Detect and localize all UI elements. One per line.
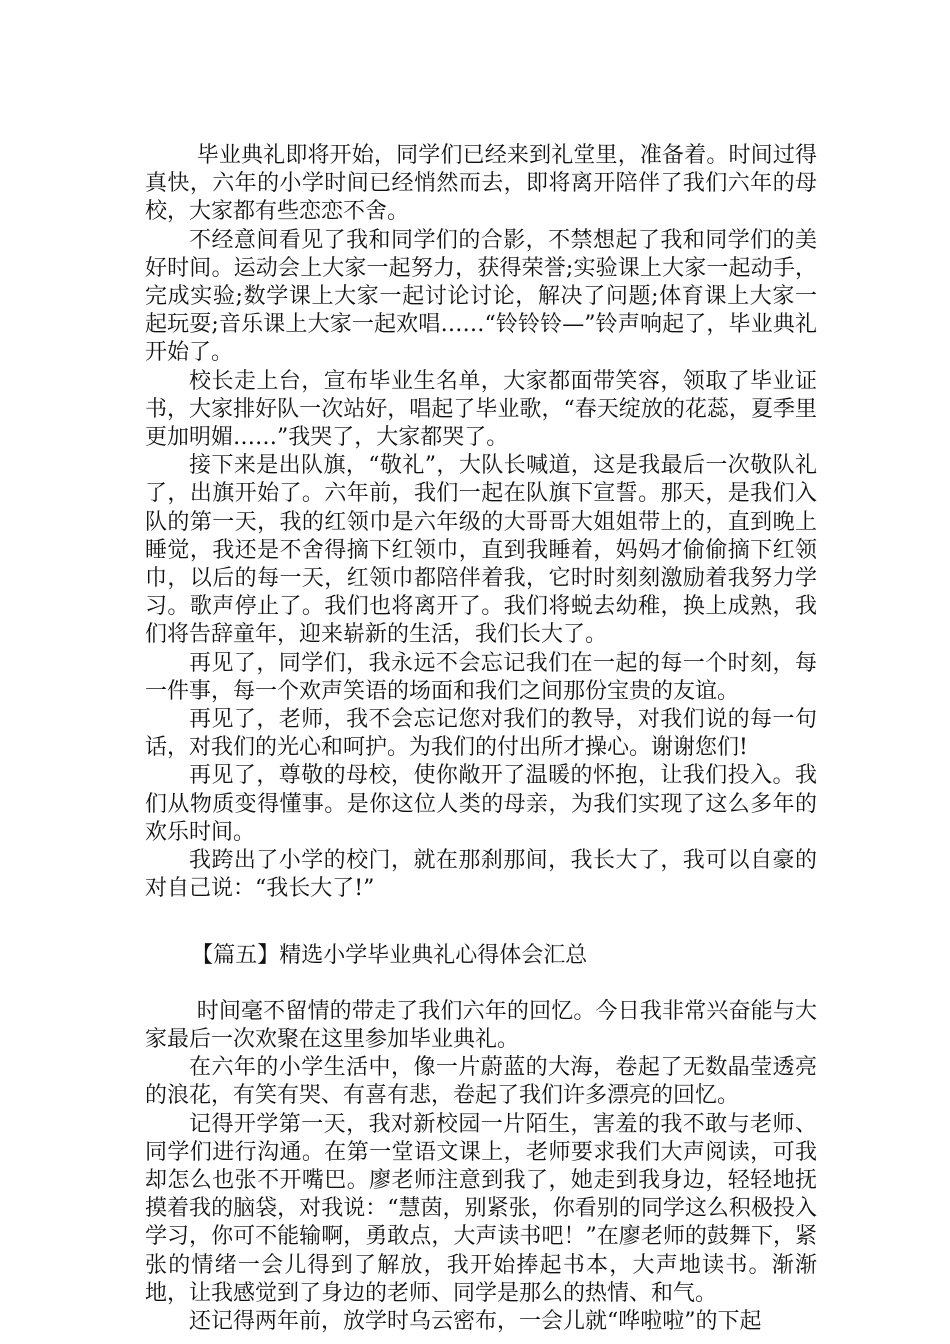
paragraph: 在六年的小学生活中，像一片蔚蓝的大海，卷起了无数晶莹透亮的浪花，有笑有哭、有喜有悲，卷起了我们许多漂亮的回忆。 [145, 1055, 817, 1109]
paragraph: 毕业典礼即将开始，同学们已经来到礼堂里，准备着。时间过得真快，六年的小学时间已经悄然而去，即将离开陪伴了我们六年的母校，大家都有些恋恋不舍。 [145, 143, 817, 225]
paragraph: 校长走上台，宣布毕业生名单，大家都面带笑容，领取了毕业证书，大家排好队一次站好，唱起了毕业歌，“春天绽放的花蕊，夏季里更加明媚……”我哭了，大家都哭了。 [145, 368, 817, 451]
paragraph: 再见了，同学们，我永远不会忘记我们在一起的每一个时刻，每一件事，每一个欢声笑语的场面和我们之间那份宝贵的友谊。 [145, 650, 817, 704]
paragraph: 我跨出了小学的校门，就在那刹那间，我长大了，我可以自豪的对自己说：“我长大了!” [145, 848, 817, 902]
essay-section-2 [145, 998, 817, 1336]
paragraph: 时间毫不留情的带走了我们六年的回忆。今日我非常兴奋能与大家最后一次欢聚在这里参加毕业典礼。 [145, 998, 817, 1052]
paragraph: 不经意间看见了我和同学们的合影，不禁想起了我和同学们的美好时间。运动会上大家一起努力，获得荣誉;实验课上大家一起动手，完成实验;数学课上大家一起讨论讨论，解决了问题;体育课上大家一起玩耍;音乐课上大家一起欢唱……“铃铃铃—”铃声响起了，毕业典礼开始了。 [145, 227, 817, 366]
paragraph: 记得开学第一天，我对新校园一片陌生，害羞的我不敢与老师、同学们进行沟通。在第一堂语文课上，老师要求我们大声阅读，可我却怎么也张不开嘴巴。廖老师注意到我了，她走到我身边，轻轻地抚摸着我的脑袋，对我说：“慧茵，别紧张，你看别的同学这么积极投入学习，你可不能输啊，勇敢点，大声读书吧！”在廖老师的鼓舞下，紧张的情绪一会儿得到了解放，我开始捧起书本，大声地读书。渐渐地，让我感觉到了身边的老师、同学是那么的热情、和气。 [145, 1111, 817, 1306]
document-page [145, 142, 817, 1336]
paragraph: 还记得两年前，放学时乌云密布，一会儿就“哗啦啦”的下起 [189, 1308, 762, 1334]
section-heading: 【篇五】精选小学毕业典礼心得体会汇总 [191, 943, 588, 969]
paragraph: 再见了，尊敬的母校，使你敞开了温暖的怀抱，让我们投入。我们从物质变得懂事。是你这位人类的母亲，为我们实现了这么多年的欢乐时间。 [145, 763, 817, 845]
paragraph: 再见了，老师，我不会忘记您对我们的教导，对我们说的每一句话，对我们的光心和呵护。为我们的付出所才操心。谢谢您们! [145, 707, 817, 761]
paragraph: 接下来是出队旗，“敬礼”，大队长喊道，这是我最后一次敬队礼了，出旗开始了。六年前，我们一起在队旗下宣誓。那天，是我们入队的第一天，我的红领巾是六年级的大哥哥大姐姐带上的，直到晚上睡觉，我还是不舍得摘下红领巾，直到我睡着，妈妈才偷偷摘下红领巾，以后的每一天，红领巾都陪伴着我，它时时刻刻激励着我努力学习。歌声停止了。我们也将离开了。我们将蜕去幼稚，换上成熟，我们将告辞童年，迎来崭新的生活，我们长大了。 [145, 453, 817, 648]
essay-section-1 [145, 142, 817, 903]
